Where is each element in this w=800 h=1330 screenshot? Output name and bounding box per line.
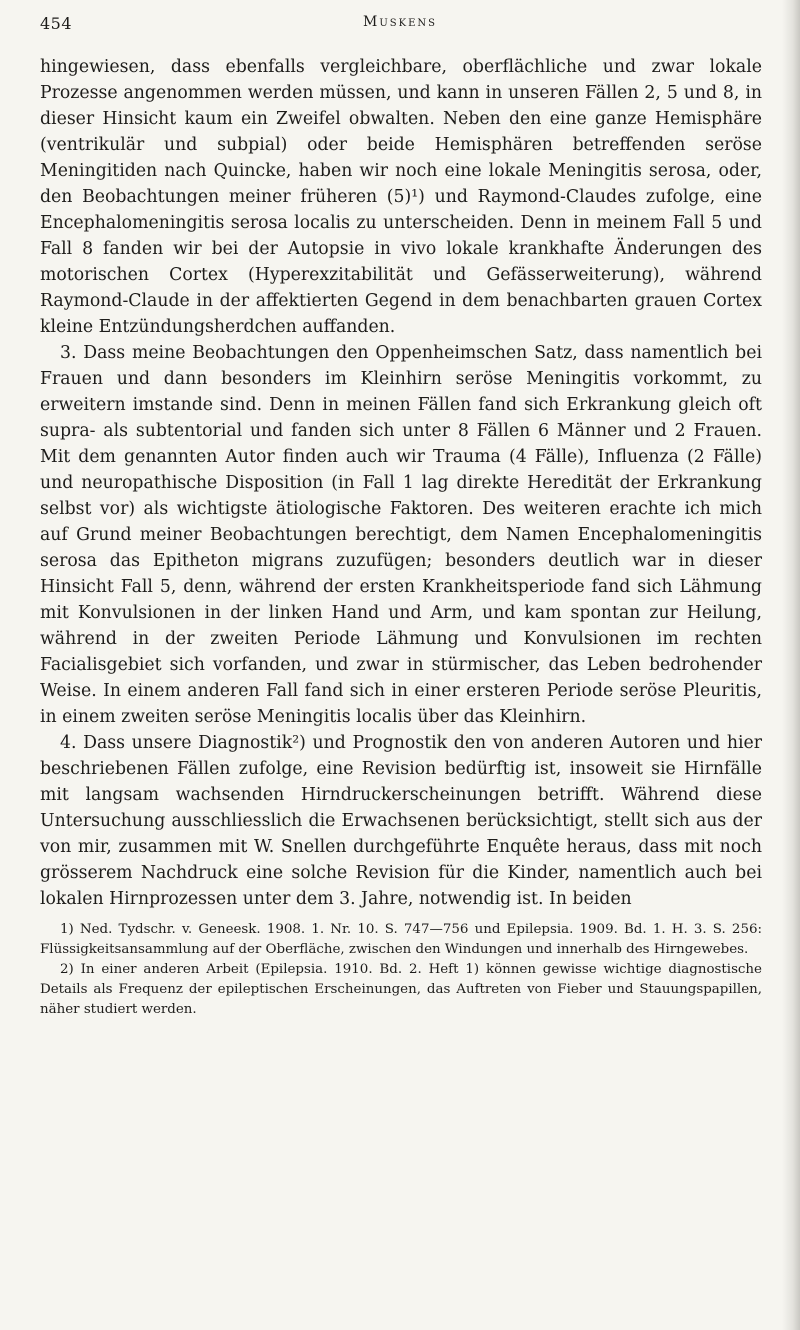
footnote-2: 2) In einer anderen Arbeit (Epilepsia. 1910. Bd. 2. Heft 1) können gewisse wichtige diagnostische Details als Frequenz der epileptischen Erscheinungen, das Auftreten von Fieber und Stauungspapillen, näher studiert werden. [40, 962, 762, 1017]
page-header [40, 14, 760, 38]
page-edge-shadow [782, 0, 800, 1330]
paragraph-continuation: hingewiesen, dass ebenfalls vergleichbare, oberflächliche und zwar lokale Prozesse angenommen werden müssen, und kann in unseren Fällen 2, 5 und 8, in dieser Hinsicht kaum ein Zweifel obwalten. Neben den eine ganze Hemisphäre (ventrikulär und subpial) oder beide Hemisphären betreffenden seröse Meningitiden nach Quincke, haben wir noch eine lokale Meningitis serosa, oder, den Beobachtungen meiner früheren (5)¹) und Raymond-Claudes zufolge, eine Encephalomeningitis serosa localis zu unterscheiden. Denn in meinem Fall 5 und Fall 8 fanden wir bei der Autopsie in vivo lokale krankhafte Änderungen des motorischen Cortex (Hyperexzitabilität und Gefässerweiterung), während Raymond-Claude in der affektierten Gegend in dem benachbarten grauen Cortex kleine Entzündungsherdchen auffanden. [40, 57, 762, 337]
footnote-1: 1) Ned. Tydschr. v. Geneesk. 1908. 1. Nr. 10. S. 747—756 und Epilepsia. 1909. Bd. 1. H. 3. S. 256: Flüssigkeitsansammlung auf der Oberfläche, zwischen den Windungen und innerhalb des Hirngewebes. [40, 922, 762, 957]
footnotes [40, 920, 762, 1020]
text-block [40, 54, 762, 1020]
body-text [40, 54, 762, 912]
page-number: 454 [40, 14, 73, 33]
paragraph-point-3: 3. Dass meine Beobachtungen den Oppenheimschen Satz, dass namentlich bei Frauen und dann besonders im Kleinhirn seröse Meningitis vorkommt, zu erweitern imstande sind. Denn in meinen Fällen fand sich Erkrankung gleich oft supra- als subtentorial und fanden sich unter 8 Fällen 6 Männer und 2 Frauen. Mit dem genannten Autor finden auch wir Trauma (4 Fälle), Influenza (2 Fälle) und neuropathische Disposition (in Fall 1 lag direkte Heredität der Erkrankung selbst vor) als wichtigste ätiologische Faktoren. Des weiteren erachte ich mich auf Grund meiner Beobachtungen berechtigt, dem Namen Encephalomeningitis serosa das Epitheton migrans zuzufügen; besonders deutlich war in dieser Hinsicht Fall 5, denn, während der ersten Krankheitsperiode fand sich Lähmung mit Konvulsionen in der linken Hand und Arm, und kam spontan zur Heilung, während in der zweiten Periode Lähmung und Konvulsionen im rechten Facialisgebiet sich vorfanden, und zwar in stürmischer, das Leben bedrohender Weise. In einem anderen Fall fand sich in einer ersteren Periode seröse Pleuritis, in einem zweiten seröse Meningitis localis über das Kleinhirn. [40, 343, 762, 727]
running-head: Muskens [363, 14, 437, 30]
paragraph-point-4: 4. Dass unsere Diagnostik²) und Prognostik den von anderen Autoren und hier beschriebenen Fällen zufolge, eine Revision bedürftig ist, insoweit sie Hirnfälle mit langsam wachsenden Hirndruckerscheinungen betrifft. Während diese Untersuchung ausschliesslich die Erwachsenen berücksichtigt, stellt sich aus der von mir, zusammen mit W. Snellen durchgeführte Enquête heraus, dass mit noch grösserem Nachdruck eine solche Revision für die Kinder, namentlich auch bei lokalen Hirnprozessen unter dem 3. Jahre, notwendig ist. In beiden [40, 733, 762, 909]
